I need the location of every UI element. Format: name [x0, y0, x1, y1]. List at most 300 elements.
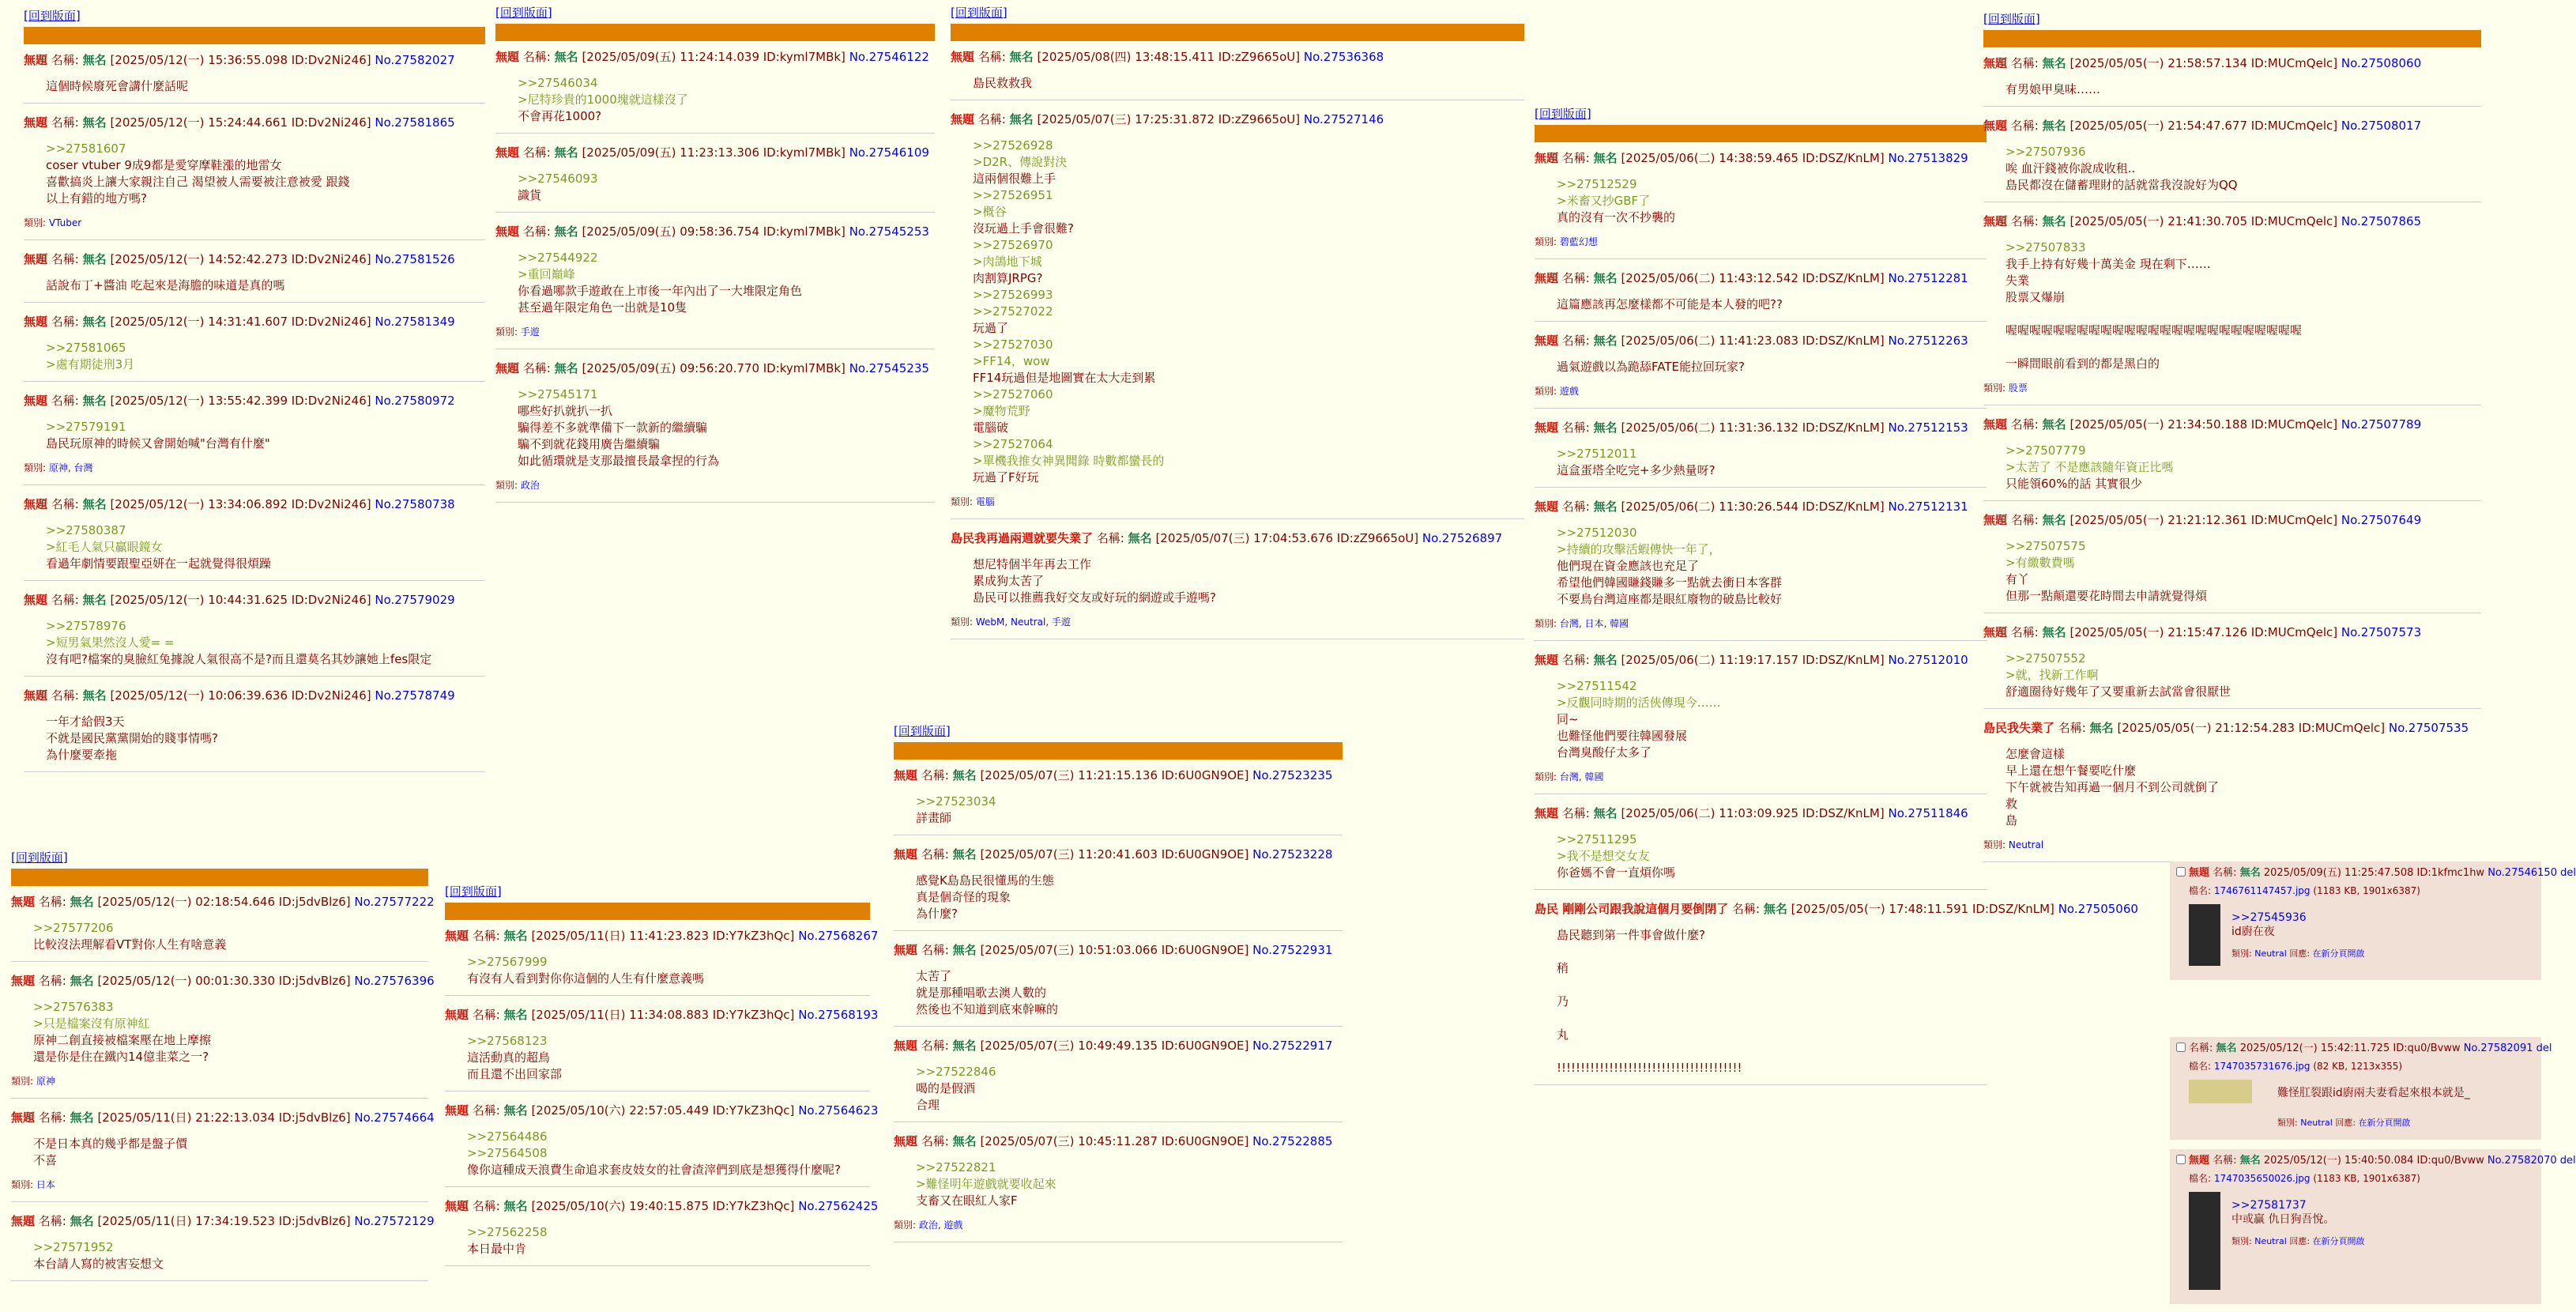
- post-line[interactable]: >>27564508: [467, 1146, 548, 1160]
- post-date: [2025/05/05(一) 21:21:12.361 ID:MUCmQelc]: [2069, 513, 2338, 527]
- post-number-link[interactable]: No.27522931: [1252, 943, 1333, 957]
- delete-link[interactable]: del: [2560, 867, 2576, 879]
- post-line: 台灣臭酸仔太多了: [1557, 745, 1652, 760]
- post-body: [916, 968, 1343, 1018]
- name-label: 名稱:: [472, 1103, 500, 1118]
- post-date: [2025/05/06(二) 11:43:12.542 ID:DSZ/KnLM]: [1621, 271, 1885, 285]
- post-number-link[interactable]: No.27546150: [2487, 867, 2557, 879]
- category-link[interactable]: 原神: [48, 462, 68, 473]
- post-number-link[interactable]: No.27511846: [1888, 806, 1968, 820]
- post-number-link[interactable]: No.27579029: [375, 593, 455, 607]
- post-body: [33, 1136, 428, 1169]
- post-line: 話說布丁+醬油 吃起來是海膽的味道是真的嗎: [46, 278, 285, 292]
- post-line[interactable]: >>27564486: [467, 1129, 548, 1144]
- category-link[interactable]: Neutral: [1011, 616, 1046, 628]
- post-number-link[interactable]: No.27512281: [1888, 271, 1968, 285]
- poster-name: 無名: [70, 974, 94, 988]
- post-body: [916, 1064, 1343, 1114]
- category-link[interactable]: 日本: [36, 1179, 55, 1190]
- post-body: [2005, 650, 2481, 700]
- post-number-link[interactable]: No.27546122: [849, 50, 929, 64]
- file-link[interactable]: 1747035731676.jpg: [2213, 1061, 2310, 1072]
- post-number-link[interactable]: No.27536368: [1303, 50, 1384, 64]
- name-label: 名稱:: [1096, 531, 1124, 545]
- category-link[interactable]: 電腦: [975, 496, 995, 507]
- post: [445, 928, 879, 996]
- post: [894, 1038, 1343, 1122]
- post-number-link[interactable]: No.27526897: [1422, 531, 1503, 545]
- category-label: 類別:: [1983, 383, 2006, 394]
- back-to-board-link[interactable]: [回到版面]: [11, 850, 68, 865]
- back-to-board-link[interactable]: [回到版面]: [24, 9, 81, 23]
- category-link[interactable]: 遊戲: [943, 1220, 963, 1231]
- name-label: 名稱:: [51, 688, 79, 703]
- post-header: [445, 928, 879, 944]
- post-number-link[interactable]: No.27581526: [375, 252, 455, 266]
- post-divider: [951, 518, 1524, 519]
- post-number-link[interactable]: No.27578749: [375, 688, 455, 703]
- category-row: [1983, 380, 2481, 397]
- post-title: 無題: [1535, 500, 1559, 514]
- post-divider: [894, 930, 1343, 931]
- post: [445, 1198, 879, 1266]
- name-label: 名稱:: [51, 252, 79, 266]
- post-line[interactable]: >>27577206: [33, 921, 114, 935]
- post-line: 玩過了F好玩: [973, 470, 1039, 484]
- category-row: [24, 215, 485, 232]
- category-link[interactable]: VTuber: [48, 217, 82, 228]
- category-link[interactable]: 日本: [1584, 618, 1604, 629]
- post-line: 下午就被告知再過一個月不到公司就倒了: [2005, 780, 2220, 794]
- file-link[interactable]: 1747035650026.jpg: [2213, 1173, 2310, 1184]
- post-header: [495, 145, 935, 161]
- post-header: [24, 393, 485, 409]
- poster-name: 無名: [2216, 1042, 2237, 1054]
- post-divider: [1535, 1084, 1987, 1085]
- post-line: 本台請人寫的被害妄想文: [33, 1257, 164, 1271]
- post-line: >單機我推女神異聞錄 時數都蠻長的: [973, 454, 1165, 468]
- post: [1535, 805, 1987, 890]
- name-label: 名稱:: [472, 1199, 500, 1213]
- name-label: 名稱:: [51, 394, 79, 408]
- post: [24, 251, 485, 303]
- post-line[interactable]: >>27527064: [973, 437, 1053, 451]
- post-date: [2025/05/12(一) 10:06:39.636 ID:Dv2Ni246]: [110, 688, 371, 703]
- category-row: [1535, 234, 1987, 251]
- category-row: [1535, 383, 1987, 400]
- post-number-link[interactable]: No.27507865: [2341, 214, 2422, 228]
- name-label: 名稱:: [2058, 721, 2086, 735]
- name-label: 名稱:: [1561, 500, 1590, 514]
- post-line[interactable]: >>27512529: [1557, 177, 1637, 191]
- post: [24, 688, 485, 772]
- post-line: >處有期徒刑3月: [46, 357, 135, 371]
- post-number-link[interactable]: No.27582027: [375, 53, 455, 67]
- name-label: 名稱:: [38, 974, 66, 988]
- post-divider: [1983, 708, 2481, 709]
- post: [1535, 150, 1987, 259]
- open-new-tab-link[interactable]: 在新分頁開啟: [2312, 1236, 2365, 1246]
- post-date: [2025/05/12(一) 15:36:55.098 ID:Dv2Ni246]: [110, 53, 371, 67]
- post-header: [1983, 118, 2481, 134]
- post-line: [1557, 1010, 1987, 1027]
- post-line[interactable]: >>27522846: [916, 1065, 996, 1079]
- post-number-link[interactable]: No.27574664: [354, 1110, 435, 1125]
- category-link[interactable]: 手遊: [1052, 616, 1071, 628]
- post-header: [1535, 270, 1987, 287]
- post-line: 累成狗太苦了: [973, 574, 1045, 588]
- post-body: [33, 1239, 428, 1272]
- post-number-link[interactable]: No.27512131: [1888, 500, 1968, 514]
- post-line[interactable]: >>27562258: [467, 1225, 548, 1239]
- post-date: [2025/05/07(三) 10:45:11.287 ID:6U0GN9OE]: [980, 1134, 1249, 1148]
- post-body: [46, 78, 485, 95]
- name-label: 名稱:: [1561, 653, 1590, 667]
- post-line[interactable]: >>27507833: [2005, 240, 2086, 254]
- post-line: [2005, 306, 2481, 322]
- category-link[interactable]: 台灣: [73, 462, 93, 473]
- category-row: [11, 1073, 428, 1090]
- delete-link[interactable]: del: [2559, 1155, 2576, 1167]
- post-line: 本日最中肯: [467, 1242, 527, 1256]
- category-link[interactable]: Neutral: [2254, 948, 2287, 959]
- poster-name: 無名: [82, 688, 107, 703]
- post-number-link[interactable]: No.27582091: [2463, 1042, 2533, 1054]
- category-link[interactable]: 遊戲: [1559, 386, 1579, 397]
- post-header: [24, 592, 485, 609]
- post-number-link[interactable]: No.27580738: [375, 497, 455, 511]
- category-link[interactable]: 原神: [36, 1076, 55, 1087]
- delete-link[interactable]: del: [2536, 1042, 2552, 1054]
- post: [445, 1103, 879, 1187]
- post-line[interactable]: >>27511295: [1557, 832, 1637, 846]
- post-line: 不喜: [33, 1153, 58, 1167]
- post-date: 2025/05/12(一) 15:42:11.725 ID:qu0/Bvww: [2239, 1042, 2461, 1054]
- post-body: [46, 618, 485, 668]
- post: [1983, 213, 2481, 405]
- post-body: [1557, 831, 1987, 881]
- post-divider: [24, 381, 485, 382]
- poster-name: 無名: [503, 1103, 528, 1118]
- post-number-link[interactable]: No.27512263: [1888, 334, 1968, 348]
- file-info: [2189, 1059, 2535, 1073]
- name-label: 名稱:: [38, 895, 66, 909]
- post-line: 島民可以推薦我好交友或好玩的網遊或手遊嗎?: [973, 590, 1216, 605]
- post-line[interactable]: >>27545936: [2231, 911, 2307, 924]
- post-number-link[interactable]: No.27545253: [849, 224, 929, 239]
- post-line: 感覺K島島民很懂馬的生態: [916, 873, 1054, 888]
- poster-name: 無名: [1128, 531, 1152, 545]
- poster-name: 無名: [952, 768, 977, 782]
- back-to-board-link[interactable]: [回到版面]: [894, 724, 951, 738]
- post-line: 不就是國民黨黨開始的賤事情嗎?: [46, 731, 218, 745]
- thread-col-2: [11, 850, 435, 1292]
- post-number-link[interactable]: No.27523235: [1252, 768, 1333, 782]
- open-new-tab-link[interactable]: 在新分頁開啟: [2312, 948, 2365, 959]
- category-row: [2277, 1116, 2470, 1130]
- post: [24, 496, 485, 581]
- file-size: (1183 KB, 1901x6387): [2313, 885, 2420, 896]
- post-divider: [24, 302, 485, 303]
- category-link[interactable]: 股票: [2008, 383, 2028, 394]
- post: [495, 224, 935, 349]
- post-number-link[interactable]: No.27580972: [375, 394, 455, 408]
- category-row: 類別: 政治, 遊戲: [894, 1220, 963, 1231]
- category-link[interactable]: Neutral: [2008, 839, 2044, 850]
- name-label: 名稱:: [522, 145, 551, 160]
- post-number-link[interactable]: No.27508060: [2341, 56, 2422, 70]
- post-divider: [495, 502, 935, 503]
- post-number-link[interactable]: No.27581865: [375, 115, 455, 130]
- category-link[interactable]: 政治: [918, 1220, 938, 1231]
- name-label: 名稱:: [1561, 334, 1590, 348]
- post-line: >我不是想交女友: [1557, 849, 1650, 863]
- name-label: 名稱:: [921, 768, 949, 782]
- post-line[interactable]: >>27545171: [518, 387, 598, 402]
- file-link[interactable]: 1746761147457.jpg: [2213, 885, 2310, 896]
- post-date: [2025/05/05(一) 21:58:57.134 ID:MUCmQelc]: [2069, 56, 2338, 70]
- post-number-link[interactable]: No.27513829: [1888, 151, 1968, 165]
- post-title: 無題: [495, 145, 520, 160]
- post-divider: [445, 1186, 870, 1187]
- post-line[interactable]: >>27526970: [973, 238, 1053, 252]
- category-row: 類別: 台灣, 日本, 韓國: [1535, 618, 1629, 629]
- post-header: [1535, 901, 2138, 918]
- post-number-link[interactable]: No.27546109: [849, 145, 929, 160]
- category-link[interactable]: Neutral: [2300, 1118, 2333, 1128]
- post-line: 他們現在資金應該也充足了: [1557, 559, 1700, 573]
- name-label: 名稱:: [38, 1214, 66, 1228]
- name-label: 名稱:: [522, 50, 551, 64]
- post-line[interactable]: >>27527030: [973, 337, 1053, 352]
- category-label: 類別:: [2231, 948, 2252, 959]
- post-title: 無題: [495, 361, 520, 375]
- post: [1535, 270, 1987, 322]
- reply-select-checkbox[interactable]: [2176, 867, 2186, 877]
- post-line: 早上還在想午餐要吃什麼: [2005, 763, 2137, 778]
- poster-name: 無名: [554, 50, 578, 64]
- post-number-link[interactable]: No.27568193: [798, 1008, 879, 1022]
- category-link[interactable]: 台灣: [1559, 771, 1579, 782]
- post-line[interactable]: >>27527060: [973, 387, 1053, 402]
- category-row: [495, 477, 935, 494]
- post-number-link[interactable]: No.27507535: [2388, 721, 2469, 735]
- post-line: 救: [2005, 797, 2018, 811]
- category-label: 類別:: [495, 480, 518, 491]
- post-line[interactable]: >>27581737: [2231, 1199, 2307, 1212]
- post-number-link[interactable]: No.27512010: [1888, 653, 1968, 667]
- post-divider: [1983, 500, 2481, 501]
- poster-name: 無名: [952, 1039, 977, 1053]
- poster-name: 無名: [1593, 334, 1618, 348]
- back-to-board-link[interactable]: [回到版面]: [951, 6, 1007, 20]
- post-date: [2025/05/07(三) 11:21:15.136 ID:6U0GN9OE]: [980, 768, 1249, 782]
- thread-header-bar: [495, 24, 935, 41]
- post-line: >紅毛人氣只贏眼鏡女: [46, 540, 163, 554]
- post-line[interactable]: >>27512030: [1557, 526, 1637, 540]
- name-label: 名稱:: [921, 847, 949, 861]
- category-row: 類別: 台灣, 韓國: [1535, 771, 1604, 782]
- file-info: [2189, 1171, 2535, 1186]
- post-number-link[interactable]: No.27562425: [798, 1199, 879, 1213]
- back-to-board-link[interactable]: [回到版面]: [1983, 12, 2040, 26]
- post-header: [951, 111, 1524, 128]
- post-line: 支畜又在眼紅人家F: [916, 1193, 1018, 1208]
- post-line[interactable]: >>27526951: [973, 188, 1053, 202]
- post-header: [24, 52, 485, 69]
- post-number-link[interactable]: No.27522917: [1252, 1039, 1333, 1053]
- reply-header: [2176, 1042, 2552, 1056]
- post-number-link[interactable]: No.27545235: [849, 361, 929, 375]
- post-title: 無題: [1535, 151, 1559, 165]
- back-to-board-link[interactable]: [回到版面]: [445, 884, 502, 899]
- post-body: [518, 386, 935, 469]
- post-line[interactable]: >>27523034: [916, 794, 996, 809]
- post-line[interactable]: >>27526993: [973, 288, 1053, 302]
- category-row: [1983, 837, 2481, 854]
- post-line[interactable]: >>27522821: [916, 1160, 996, 1174]
- post-divider: [1535, 487, 1987, 488]
- image-thumbnail[interactable]: [2189, 1080, 2252, 1103]
- post-number-link[interactable]: No.27512153: [1888, 420, 1968, 435]
- post-line[interactable]: >>27507779: [2005, 443, 2086, 458]
- post-line[interactable]: >>27526928: [973, 138, 1053, 153]
- post-number-link[interactable]: No.27507789: [2341, 417, 2422, 432]
- post-title: 無題: [24, 497, 48, 511]
- post-number-link[interactable]: No.27582070: [2487, 1155, 2557, 1167]
- post-title: 無題: [894, 1039, 918, 1053]
- category-link[interactable]: 韓國: [1584, 771, 1604, 782]
- post-date: [2025/05/08(四) 13:48:15.411 ID:zZ9665oU]: [1037, 50, 1301, 64]
- post-number-link[interactable]: No.27507573: [2341, 625, 2422, 639]
- post-line[interactable]: >>27578976: [46, 619, 126, 633]
- post-divider: [11, 1098, 428, 1099]
- open-new-tab-link[interactable]: 在新分頁開啟: [2358, 1118, 2411, 1128]
- post-line[interactable]: >>27546034: [518, 76, 598, 90]
- post: [24, 592, 485, 677]
- post-title: 無題: [894, 768, 918, 782]
- category-label: 類別:: [11, 1076, 34, 1087]
- post-line[interactable]: >>27579191: [46, 420, 126, 434]
- post-line[interactable]: >>27507575: [2005, 539, 2086, 553]
- post-line: 真的沒有一次不抄襲的: [1557, 210, 1676, 224]
- post-line: id廚在夜: [2231, 926, 2275, 938]
- image-thumbnail[interactable]: [2189, 1192, 2220, 1290]
- post-header: [1983, 720, 2481, 737]
- post-line[interactable]: >>27512011: [1557, 447, 1637, 461]
- post-line: FF14玩過但是地圖實在太大走到累: [973, 371, 1156, 385]
- category-link[interactable]: 台灣: [1559, 618, 1579, 629]
- post-header: [1535, 150, 1987, 167]
- post-number-link[interactable]: No.27507649: [2341, 513, 2422, 527]
- name-label: 名稱:: [2010, 56, 2039, 70]
- post-line: 稍: [1557, 961, 1569, 975]
- post-line[interactable]: >>27546093: [518, 172, 598, 186]
- thread-col-6: [894, 723, 1343, 1254]
- post-line: 丸: [1557, 1027, 1569, 1042]
- thread-col-3: [495, 5, 935, 514]
- post-divider: [24, 484, 485, 485]
- category-link[interactable]: 政治: [520, 480, 540, 491]
- post-number-link[interactable]: No.27527146: [1303, 112, 1384, 126]
- post-body: [1557, 525, 1987, 608]
- post-line: 騙得差不多就準備下一款新的繼續騙: [518, 420, 708, 435]
- post-title: 無題: [1983, 625, 2008, 639]
- post-line: 詳畫師: [916, 811, 952, 825]
- post-line[interactable]: >>27507936: [2005, 145, 2086, 159]
- post-number-link[interactable]: No.27568267: [798, 929, 879, 943]
- post-line[interactable]: >>27567999: [467, 955, 548, 969]
- post-line[interactable]: >>27511542: [1557, 679, 1637, 693]
- post-number-link[interactable]: No.27508017: [2341, 119, 2422, 133]
- post-line[interactable]: >>27527022: [973, 304, 1053, 319]
- category-link[interactable]: Neutral: [2254, 1236, 2287, 1246]
- post-line: >持續的攻擊活蝦傳快一年了，: [1557, 542, 1721, 556]
- post-line[interactable]: >>27544922: [518, 251, 598, 265]
- post-line: 這活動真的超鳥: [467, 1050, 551, 1065]
- post-body: [2005, 443, 2481, 492]
- back-to-board-link[interactable]: [回到版面]: [1535, 107, 1591, 121]
- post-number-link[interactable]: No.27522885: [1252, 1134, 1333, 1148]
- post-line: 唉 血汗錢被你說成收租..: [2005, 161, 2136, 175]
- post-divider: [445, 1265, 870, 1266]
- reply-select-checkbox[interactable]: [2176, 1155, 2186, 1164]
- post-title: 無題: [1535, 334, 1559, 348]
- back-to-board-link[interactable]: [回到版面]: [495, 6, 552, 20]
- poster-name: 無名: [952, 943, 977, 957]
- post-line[interactable]: >>27581065: [46, 341, 126, 355]
- image-thumbnail[interactable]: [2189, 904, 2220, 966]
- post-line: 識貨: [518, 188, 542, 202]
- category-link[interactable]: 韓國: [1610, 618, 1629, 629]
- post-line: 這個時候廢死會講什麼話呢: [46, 79, 189, 93]
- poster-name: 無名: [2042, 214, 2066, 228]
- poster-name: 無名: [82, 252, 107, 266]
- post-line[interactable]: >>27507552: [2005, 651, 2086, 665]
- post-line[interactable]: >>27576383: [33, 1000, 114, 1014]
- name-label: 名稱:: [51, 115, 79, 130]
- post-line[interactable]: >>27580387: [46, 523, 126, 537]
- post-number-link[interactable]: No.27577222: [354, 895, 435, 909]
- category-link[interactable]: WebM: [975, 616, 1005, 628]
- file-size: (82 KB, 1213x355): [2313, 1061, 2403, 1072]
- post-number-link[interactable]: No.27572129: [354, 1214, 435, 1228]
- category-link[interactable]: 手遊: [520, 326, 540, 337]
- post-title: 無題: [24, 394, 48, 408]
- post-title: 無題: [1535, 806, 1559, 820]
- post-line[interactable]: >>27571952: [33, 1240, 114, 1254]
- post-line: 原神二創直接被檔案壓在地上摩擦: [33, 1033, 212, 1047]
- post-number-link[interactable]: No.27505060: [2058, 902, 2138, 916]
- post-line: 我手上持有好幾十萬美金 現在剩下……: [2005, 257, 2211, 271]
- filename-label: 檔名:: [2189, 1061, 2212, 1072]
- post-line[interactable]: >>27568123: [467, 1034, 548, 1048]
- reply-select-checkbox[interactable]: [2176, 1042, 2186, 1052]
- post-line: >D2R、傳說對決: [973, 155, 1068, 169]
- post-line: 一瞬間眼前看到的都是黑白的: [2005, 356, 2160, 371]
- post: [11, 1213, 435, 1281]
- post: [24, 115, 485, 240]
- post-number-link[interactable]: No.27576396: [354, 974, 435, 988]
- post-line: 島民救救我: [973, 76, 1033, 90]
- post-line: 太苦了: [916, 969, 952, 983]
- post-number-link[interactable]: No.27564623: [798, 1103, 879, 1118]
- post-number-link[interactable]: No.27523228: [1252, 847, 1333, 861]
- post-number-link[interactable]: No.27581349: [375, 315, 455, 329]
- post-date: [2025/05/11(日) 21:22:13.034 ID:j5dvBlz6]: [97, 1110, 351, 1125]
- post-line[interactable]: >>27581607: [46, 141, 126, 156]
- category-link[interactable]: 碧藍幻想: [1559, 236, 1598, 247]
